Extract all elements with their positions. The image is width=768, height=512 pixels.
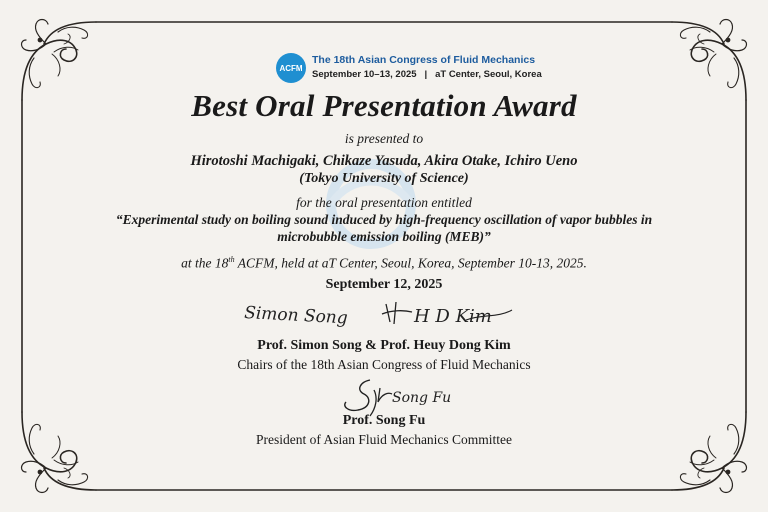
presentation-intro: for the oral presentation entitled <box>296 195 472 210</box>
congress-logo <box>276 50 542 86</box>
congress-date-venue <box>312 69 542 80</box>
congress-date: September 10–13, 2025 <box>312 69 417 80</box>
separator: | <box>424 69 428 80</box>
chairs-names: Prof. Simon Song & Prof. Heuy Dong Kim <box>257 338 511 353</box>
award-date: September 12, 2025 <box>325 277 443 292</box>
signature-simon-song: Simon Song <box>243 303 349 329</box>
recipient-affiliation: (Tokyo University of Science) <box>299 171 469 186</box>
congress-name: The 18th Asian Congress of Fluid Mechanics <box>312 54 536 66</box>
president-name: Prof. Song Fu <box>342 413 426 428</box>
congress-venue: aT Center, Seoul, Korea <box>435 69 542 80</box>
svg-text:Song Fu: Song Fu <box>392 390 452 406</box>
acfm-logo-icon: ACFM <box>276 53 306 83</box>
event-statement: at the 18th ACFM, held at aT Center, Seoul, Korea, September 10-13, 2025. <box>181 255 587 271</box>
presented-to-text: is presented to <box>344 131 424 146</box>
chairs-role: Chairs of the 18th Asian Congress of Fluid Mechanics <box>237 357 531 372</box>
recipient-names: Hirotoshi Machigaki, Chikaze Yasuda, Akira Otake, Ichiro Ueno <box>190 153 578 169</box>
president-role: President of Asian Fluid Mechanics Committee <box>255 432 513 447</box>
signature-heuy-dong-kim: H D Kim <box>414 306 492 327</box>
presentation-title-line2: microbubble emission boiling (MEB)” <box>277 229 491 244</box>
presentation-title-line1: “Experimental study on boiling sound induced by high-frequency oscillation of vapor bubbles in <box>115 212 653 227</box>
award-title: Best Oral Presentation Award <box>191 88 577 123</box>
chairs-signatures <box>236 292 536 338</box>
